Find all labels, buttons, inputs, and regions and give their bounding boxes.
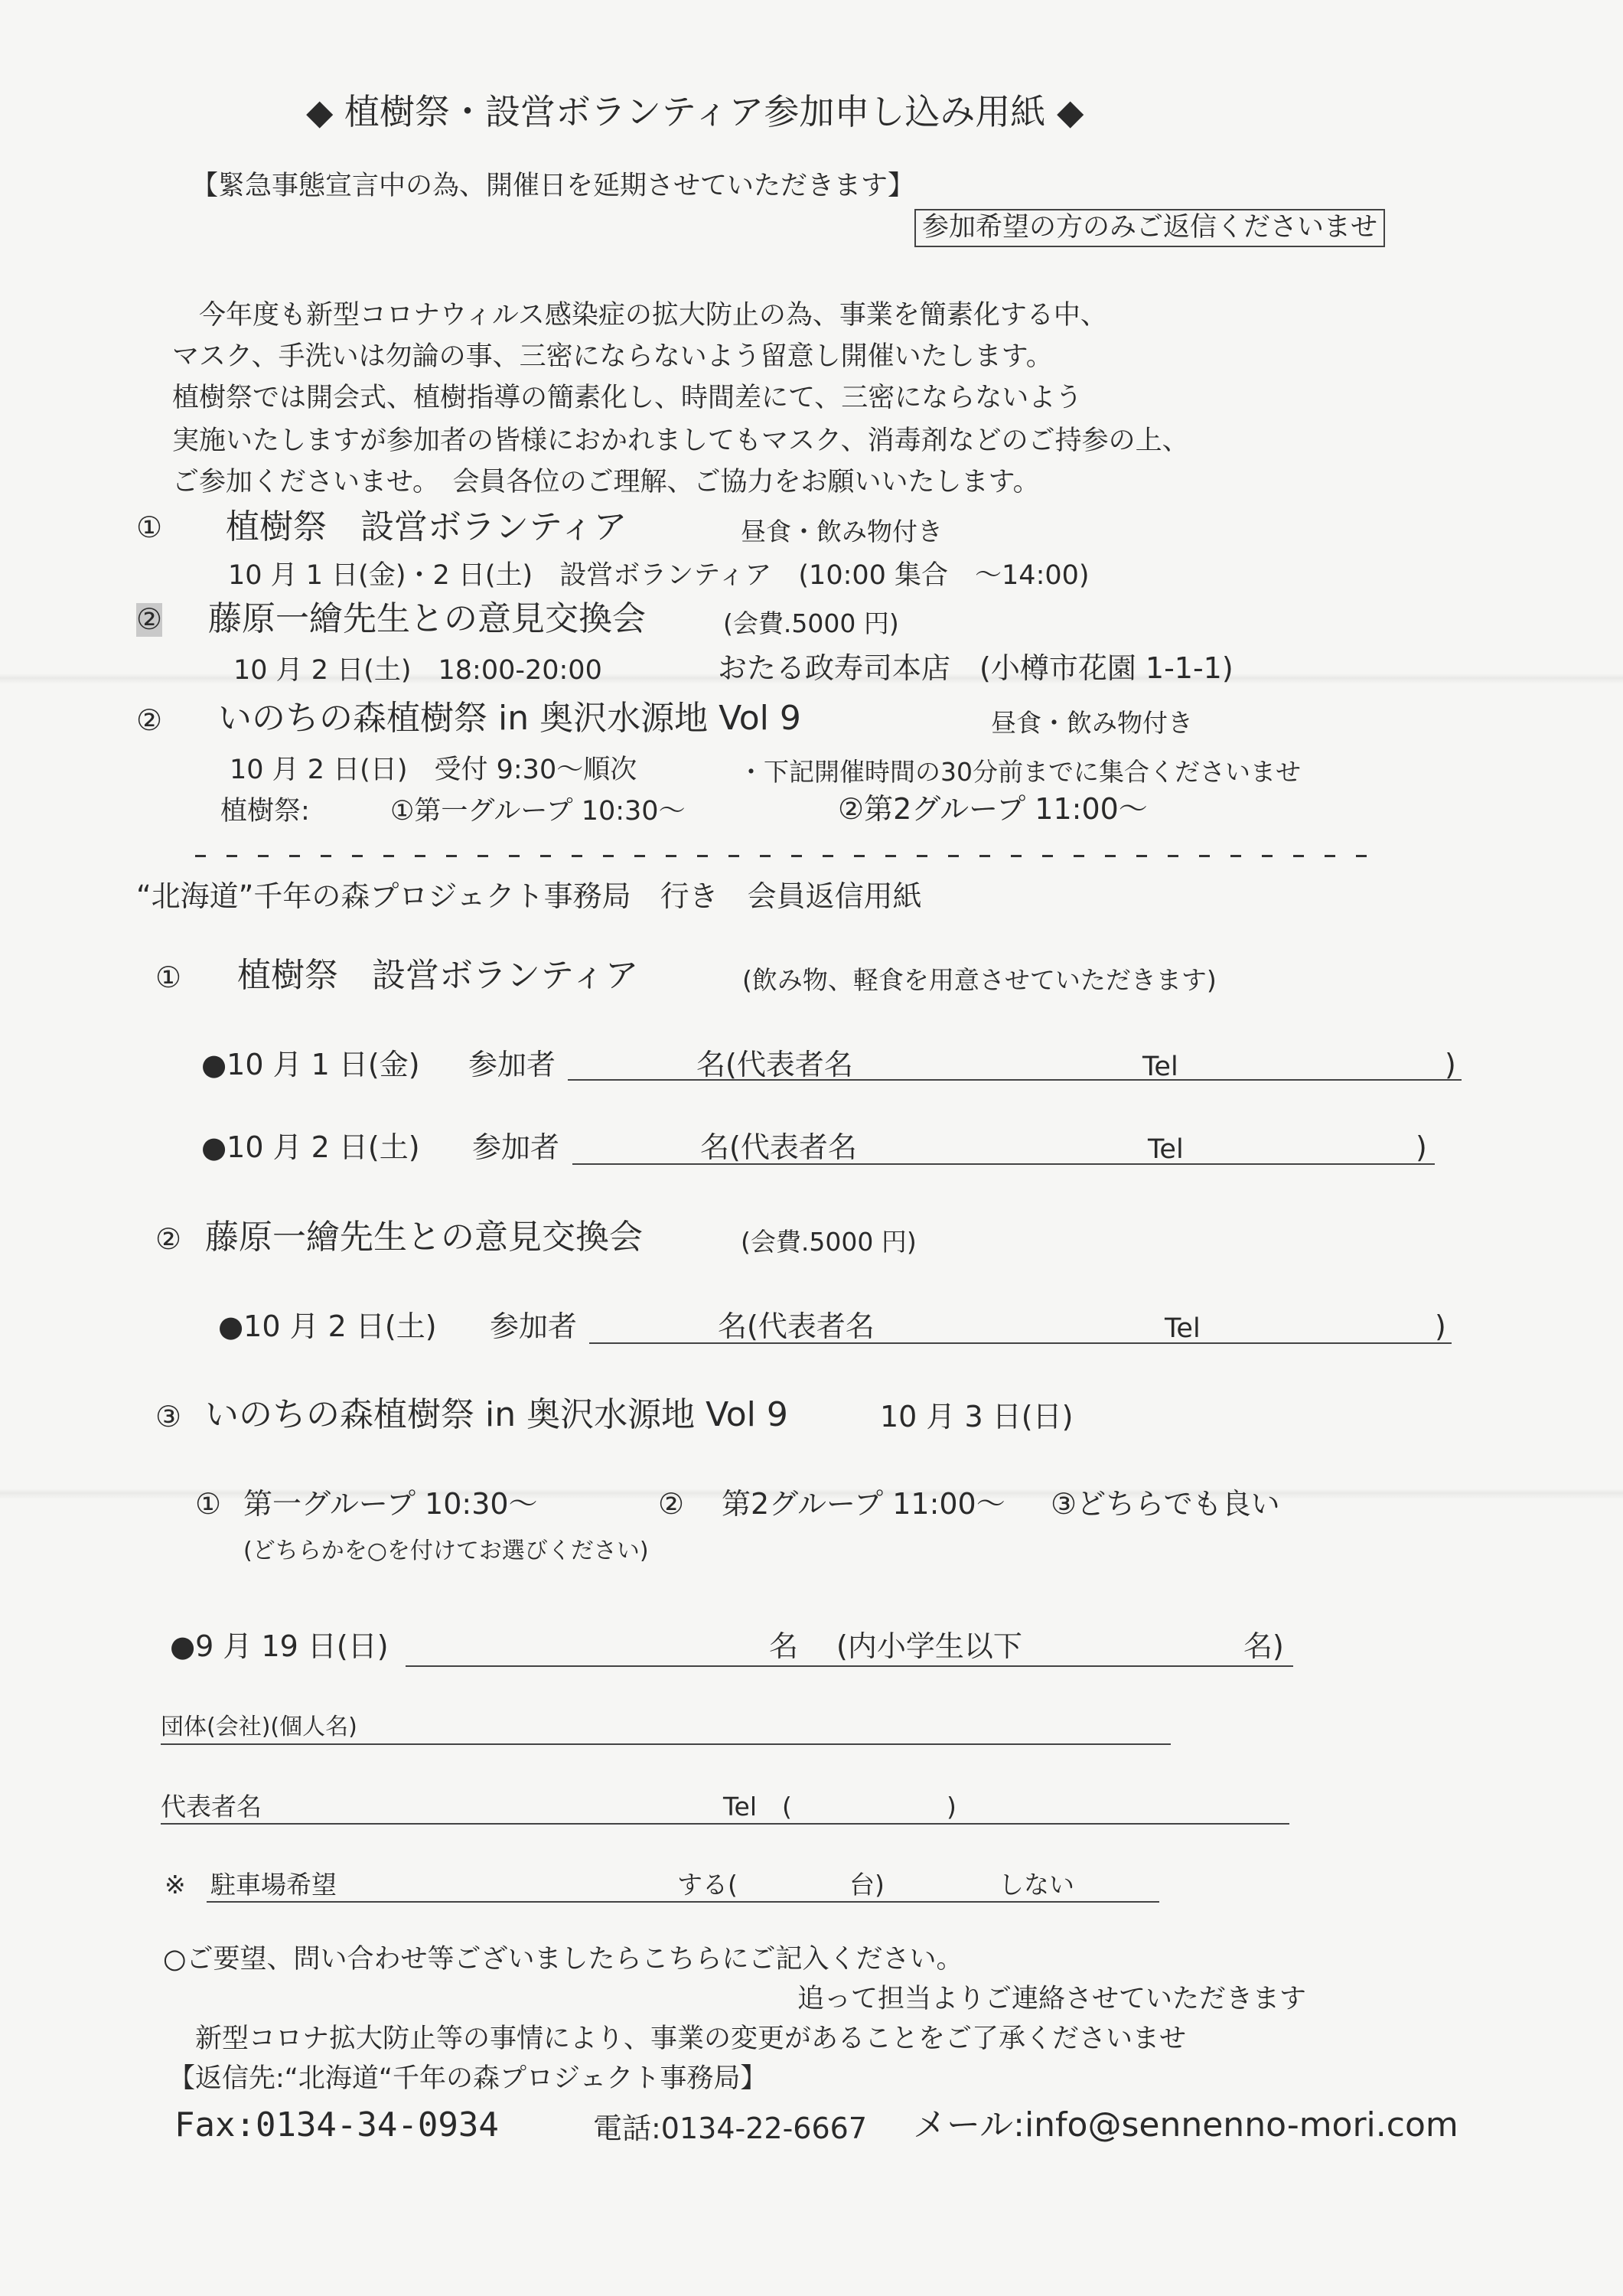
sep19-count-field[interactable]	[413, 1624, 758, 1664]
phone-number: 電話:0134-22-6667	[593, 2112, 867, 2145]
cut-line-divider	[195, 855, 1374, 857]
email-address[interactable]: メール:info@sennenno-mori.com	[913, 2105, 1458, 2144]
event3-title: いのちの森植樹祭 in 奥沢水源地 Vol 9	[218, 699, 801, 738]
reply-s3-option2[interactable]: 第2グループ 11:00～	[722, 1487, 1005, 1521]
sep19-underline	[406, 1665, 1293, 1667]
reply-s3-title: いのちの森植樹祭 in 奥沢水源地 Vol 9	[205, 1395, 788, 1434]
reply-s1-row2-name-rep: 名(代表者名	[700, 1130, 857, 1164]
rep-name-field[interactable]	[291, 1785, 704, 1823]
reply-s1-title: 植樹祭 設営ボランティア	[237, 956, 639, 995]
rep-tel-label: Tel (	[723, 1792, 792, 1821]
reply-s2-row-date: ●10 月 2 日(土)	[218, 1309, 437, 1343]
reply-s1-row1-tel-field[interactable]	[1194, 1042, 1439, 1079]
intro-line-2: マスク、手洗いは勿論の事、三密にならないよう留意し開催いたします。	[172, 341, 1053, 372]
org-name-field[interactable]	[398, 1707, 1163, 1743]
reply-s2-title: 藤原一繪先生との意見交換会	[205, 1218, 643, 1257]
return-to: 【返信先:“北海道“千年の森プロジェクト事務局】	[168, 2063, 768, 2094]
reply-s1-row2-tel: Tel	[1148, 1134, 1184, 1165]
reply-s2-number: ②	[155, 1222, 182, 1256]
event1-note: 昼食・飲み物付き	[741, 517, 943, 546]
reply-only-box: 参加希望の方のみご返信くださいませ	[914, 209, 1385, 247]
reply-s2-row-name-rep: 名(代表者名	[718, 1309, 875, 1343]
reply-s2-row-tel: Tel	[1165, 1313, 1201, 1344]
event1-detail: 10 月 1 日(金)・2 日(土) 設営ボランティア (10:00 集合 ～14:00)	[228, 560, 1090, 591]
reply-s1-row1-close: )	[1445, 1048, 1456, 1081]
org-underline	[161, 1743, 1171, 1745]
reply-form-heading: “北海道”千年の森プロジェクト事務局 行き 会員返信用紙	[136, 879, 922, 913]
event2-fee: (会費.5000 円)	[723, 608, 899, 638]
reply-s1-number: ①	[155, 960, 182, 994]
intro-line-5: ご参加くださいませ。 会員各位のご理解、ご協力をお願いいたします。	[172, 467, 1040, 497]
parking-underline	[207, 1901, 1159, 1903]
event3-group2: ②第2グループ 11:00～	[838, 792, 1148, 826]
page-title: ◆ 植樹祭・設営ボランティア参加申し込み用紙 ◆	[306, 91, 1084, 132]
parking-yes[interactable]: する(	[677, 1870, 738, 1900]
reply-s3-option2-number[interactable]: ②	[658, 1487, 685, 1521]
sep19-mei2: 名)	[1243, 1629, 1284, 1663]
event3-group1: ①第一グループ 10:30～	[390, 796, 686, 827]
reply-s1-row2-close: )	[1416, 1130, 1427, 1164]
parking-count-field[interactable]	[754, 1864, 846, 1901]
sep19-kids-label: (内小学生以下	[836, 1629, 1022, 1663]
reply-s2-row-count-field[interactable]	[589, 1306, 712, 1342]
inquiry-note: ○ご要望、問い合わせ等ございましたらこちらにご記入ください。	[163, 1944, 963, 1975]
parking-label: 駐車場希望	[210, 1870, 337, 1900]
event3-groups-label: 植樹祭:	[220, 796, 310, 827]
reply-s2-row-rep-name-field[interactable]	[909, 1306, 1154, 1342]
reply-s3-number: ③	[155, 1400, 182, 1433]
org-label: 団体(会社)(個人名)	[161, 1714, 357, 1740]
reply-s1-row2-rep-name-field[interactable]	[891, 1127, 1136, 1163]
reply-s1-row1-tel: Tel	[1142, 1052, 1178, 1082]
reply-s3-option1-number[interactable]: ①	[195, 1487, 222, 1521]
parking-mark: ※	[165, 1870, 186, 1900]
reply-s1-row2-tel-field[interactable]	[1198, 1127, 1412, 1163]
fax-number: Fax:0134-34-0934	[174, 2105, 499, 2144]
event3-note: 昼食・飲み物付き	[991, 708, 1193, 738]
reply-s1-row1-participants-label: 参加者	[468, 1048, 556, 1081]
reply-s3-option1[interactable]: 第一グループ 10:30～	[243, 1487, 538, 1521]
reply-s1-note: (飲み物、軽食を用意させていただきます)	[742, 965, 1217, 995]
rep-underline	[161, 1823, 1289, 1825]
change-note: 新型コロナ拡大防止等の事情により、事業の変更があることをご了承くださいませ	[195, 2024, 1187, 2054]
event3-number: ②	[136, 703, 163, 737]
intro-line-3: 植樹祭では開会式、植樹指導の簡素化し、時間差にて、三密にならないよう	[172, 383, 1083, 413]
intro-line-1: 今年度も新型コロナウィルス感染症の拡大防止の為、事業を簡素化する中、	[199, 300, 1107, 331]
rep-tel-close: )	[947, 1792, 957, 1821]
event3-detail: 10 月 2 日(日) 受付 9:30～順次	[230, 755, 637, 785]
reply-s2-row-close: )	[1435, 1309, 1446, 1343]
reply-s1-row1-name-rep: 名(代表者名	[696, 1048, 853, 1081]
event1-number: ①	[136, 510, 163, 544]
reply-s1-row1-rep-name-field[interactable]	[888, 1042, 1133, 1079]
reply-s3-date: 10 月 3 日(日)	[880, 1400, 1074, 1433]
reply-s1-row1-date: ●10 月 1 日(金)	[201, 1048, 420, 1081]
reply-s2-fee: (会費.5000 円)	[741, 1227, 917, 1257]
reply-s1-row2-participants-label: 参加者	[472, 1130, 560, 1164]
intro-line-4: 実施いたしますが参加者の皆様におかれましてもマスク、消毒剤などのご持参の上、	[172, 426, 1189, 456]
postponement-notice: 【緊急事態宣言中の為、開催日を延期させていただきます】	[191, 171, 915, 201]
event3-detail-note: ・下記開催時間の30分前までに集合くださいませ	[738, 757, 1301, 787]
reply-s1-row2-date: ●10 月 2 日(土)	[201, 1130, 420, 1164]
event2-date: 10 月 2 日(土) 18:00-20:00	[233, 655, 602, 686]
reply-s2-row-tel-field[interactable]	[1217, 1306, 1431, 1342]
rep-tel-field[interactable]	[811, 1785, 941, 1823]
parking-units: 台)	[849, 1870, 885, 1900]
sep19-kids-count-field[interactable]	[1056, 1624, 1232, 1664]
reply-s1-row1-count-field[interactable]	[568, 1042, 690, 1079]
event2-number: ②	[136, 602, 163, 636]
event1-title: 植樹祭 設営ボランティア	[226, 507, 627, 546]
parking-no[interactable]: しない	[999, 1870, 1074, 1900]
followup-note: 追って担当よりご連絡させていただきます	[797, 1984, 1307, 2014]
sep19-date: ●9 月 19 日(日)	[170, 1629, 389, 1663]
reply-s1-row2-count-field[interactable]	[572, 1127, 695, 1163]
reply-s2-row-participants-label: 参加者	[490, 1309, 578, 1343]
reply-s3-option-note: (どちらかを○を付けてお選びください)	[243, 1538, 649, 1564]
event2-place: おたる政寿司本店 (小樽市花園 1-1-1)	[718, 651, 1234, 685]
sep19-mei: 名	[769, 1629, 799, 1663]
event2-title: 藤原一繪先生との意見交換会	[208, 599, 646, 638]
reply-s3-option3[interactable]: ③どちらでも良い	[1051, 1487, 1280, 1521]
rep-label: 代表者名	[161, 1792, 262, 1821]
